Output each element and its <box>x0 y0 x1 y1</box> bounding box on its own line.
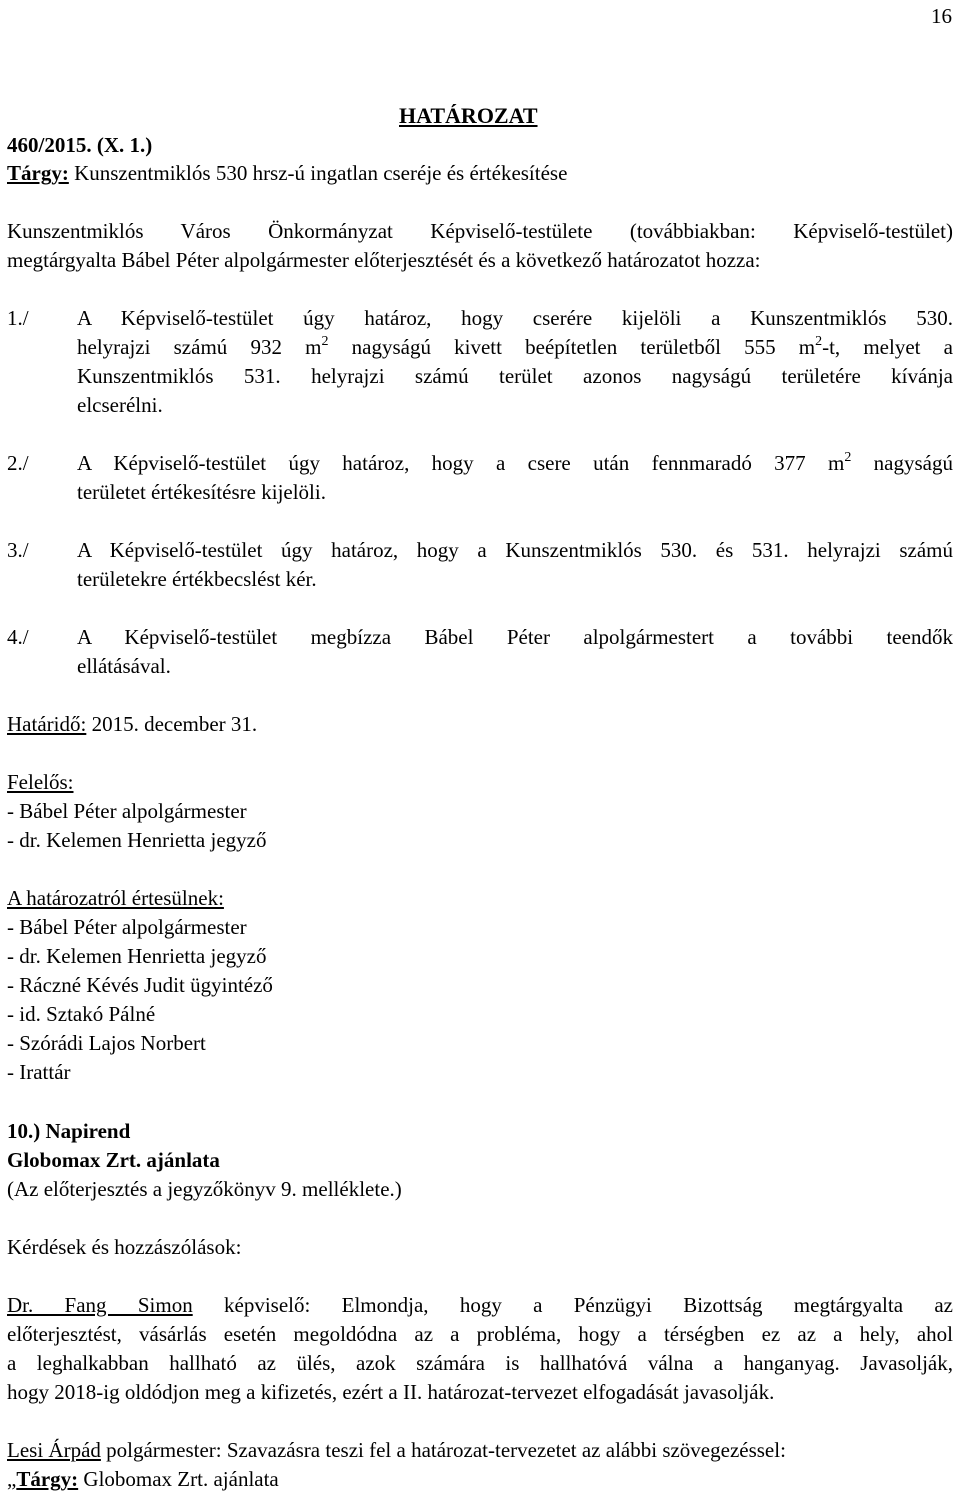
item-line: A Képviselő-testület úgy határoz, hogy a Kunszentmiklós 530. és 531. helyrajzi számú <box>77 538 953 562</box>
item-line: A Képviselő-testület úgy határoz, hogy cserére kijelöli a Kunszentmiklós 530. <box>77 306 953 330</box>
agenda-subtitle: Globomax Zrt. ajánlata <box>7 1148 220 1172</box>
subject-label: Tárgy: <box>7 161 69 185</box>
resolution-number: 460/2015. (X. 1.) <box>7 133 153 157</box>
subject-line <box>7 159 567 188</box>
item-number: 3./ <box>7 538 29 562</box>
subject-text: Kunszentmiklós 530 hrsz-ú ingatlan cseréje és értékesítése <box>68 161 568 185</box>
responsible-item: - Bábel Péter alpolgármester <box>7 799 247 823</box>
notified-item: - dr. Kelemen Henrietta jegyző <box>7 944 267 968</box>
item-line: területekre értékbecslést kér. <box>77 567 317 591</box>
item-line: területet értékesítésre kijelöli. <box>77 480 326 504</box>
responsible-label: Felelős: <box>7 770 74 794</box>
deadline <box>7 710 257 739</box>
speech-line: előterjesztést, vásárlás esetén megoldódna az a probléma, hogy a térségben ez az a hely, ahol <box>7 1322 953 1346</box>
notified-item: - id. Sztakó Pálné <box>7 1002 156 1026</box>
item-line: elcserélni. <box>77 393 163 417</box>
agenda-note: (Az előterjesztés a jegyzőkönyv 9. melléklete.) <box>7 1177 402 1201</box>
deadline-value: 2015. december 31. <box>86 712 258 736</box>
decision-item-1 <box>7 304 953 424</box>
decision-item-4 <box>7 623 953 683</box>
item-number: 1./ <box>7 306 29 330</box>
page-number: 16 <box>931 4 952 28</box>
item-line: helyrajzi számú 932 $m^2$ nagyságú kivett beépítetlen területből 555 $m^2-t$, melyet a <box>77 334 953 359</box>
item-line: A Képviselő-testület megbízza Bábel Péter alpolgármestert a további teendők <box>77 625 953 649</box>
notified-item: - Bábel Péter alpolgármester <box>7 915 247 939</box>
resolution-heading: HATÁROZAT <box>399 103 538 128</box>
questions-label: Kérdések és hozzászólások: <box>7 1235 242 1259</box>
item-number: 4./ <box>7 625 29 649</box>
intro-line-1: Kunszentmiklós Város Önkormányzat Képviselő-testülete (továbbiakban: Képviselő-testület) <box>7 219 953 243</box>
agenda-title: 10.) Napirend <box>7 1119 131 1143</box>
item-number: 2./ <box>7 451 29 475</box>
notified-item: - Irattár <box>7 1060 71 1084</box>
notified-label: A határozatról értesülnek: <box>7 886 224 910</box>
speaker-name: Lesi Árpád <box>7 1438 101 1462</box>
item-line: A Képviselő-testület úgy határoz, hogy a csere után fennmaradó 377 $m^2$ nagyságú <box>77 450 953 475</box>
decision-item-3 <box>7 536 953 596</box>
decision-item-2 <box>7 449 953 509</box>
notified-item: - Szórádi Lajos Norbert <box>7 1031 206 1055</box>
final-subject: „Tárgy: Globomax Zrt. ajánlata <box>7 1467 279 1491</box>
responsible-item: - dr. Kelemen Henrietta jegyző <box>7 828 267 852</box>
speech-line: a leghalkabban hallható az ülés, azok számára is hallhatóvá válna a hanganyag. Javasolják, <box>7 1351 953 1375</box>
item-line: Kunszentmiklós 531. helyrajzi számú terület azonos nagyságú területére kívánja <box>77 364 953 388</box>
speaker-name: Dr. Fang Simon <box>7 1293 193 1317</box>
speech-line: hogy 2018-ig oldódjon meg a kifizetés, ezért a II. határozat-tervezet elfogadását javasolják. <box>7 1380 775 1404</box>
intro-line-2: megtárgyalta Bábel Péter alpolgármester előterjesztését és a következő határozatot hozza: <box>7 248 761 272</box>
final-subject-label: Tárgy: <box>16 1467 79 1491</box>
item-line: ellátásával. <box>77 654 171 678</box>
notified-item: - Ráczné Kévés Judit ügyintéző <box>7 973 273 997</box>
speech-line: Dr. Fang Simon képviselő: Elmondja, hogy a Pénzügyi Bizottság megtárgyalta az <box>7 1293 953 1317</box>
speech-line: Lesi Árpád polgármester: Szavazásra teszi fel a határozat-tervezetet az alábbi szövegezéssel: <box>7 1438 786 1462</box>
deadline-label: Határidő: <box>7 712 87 736</box>
